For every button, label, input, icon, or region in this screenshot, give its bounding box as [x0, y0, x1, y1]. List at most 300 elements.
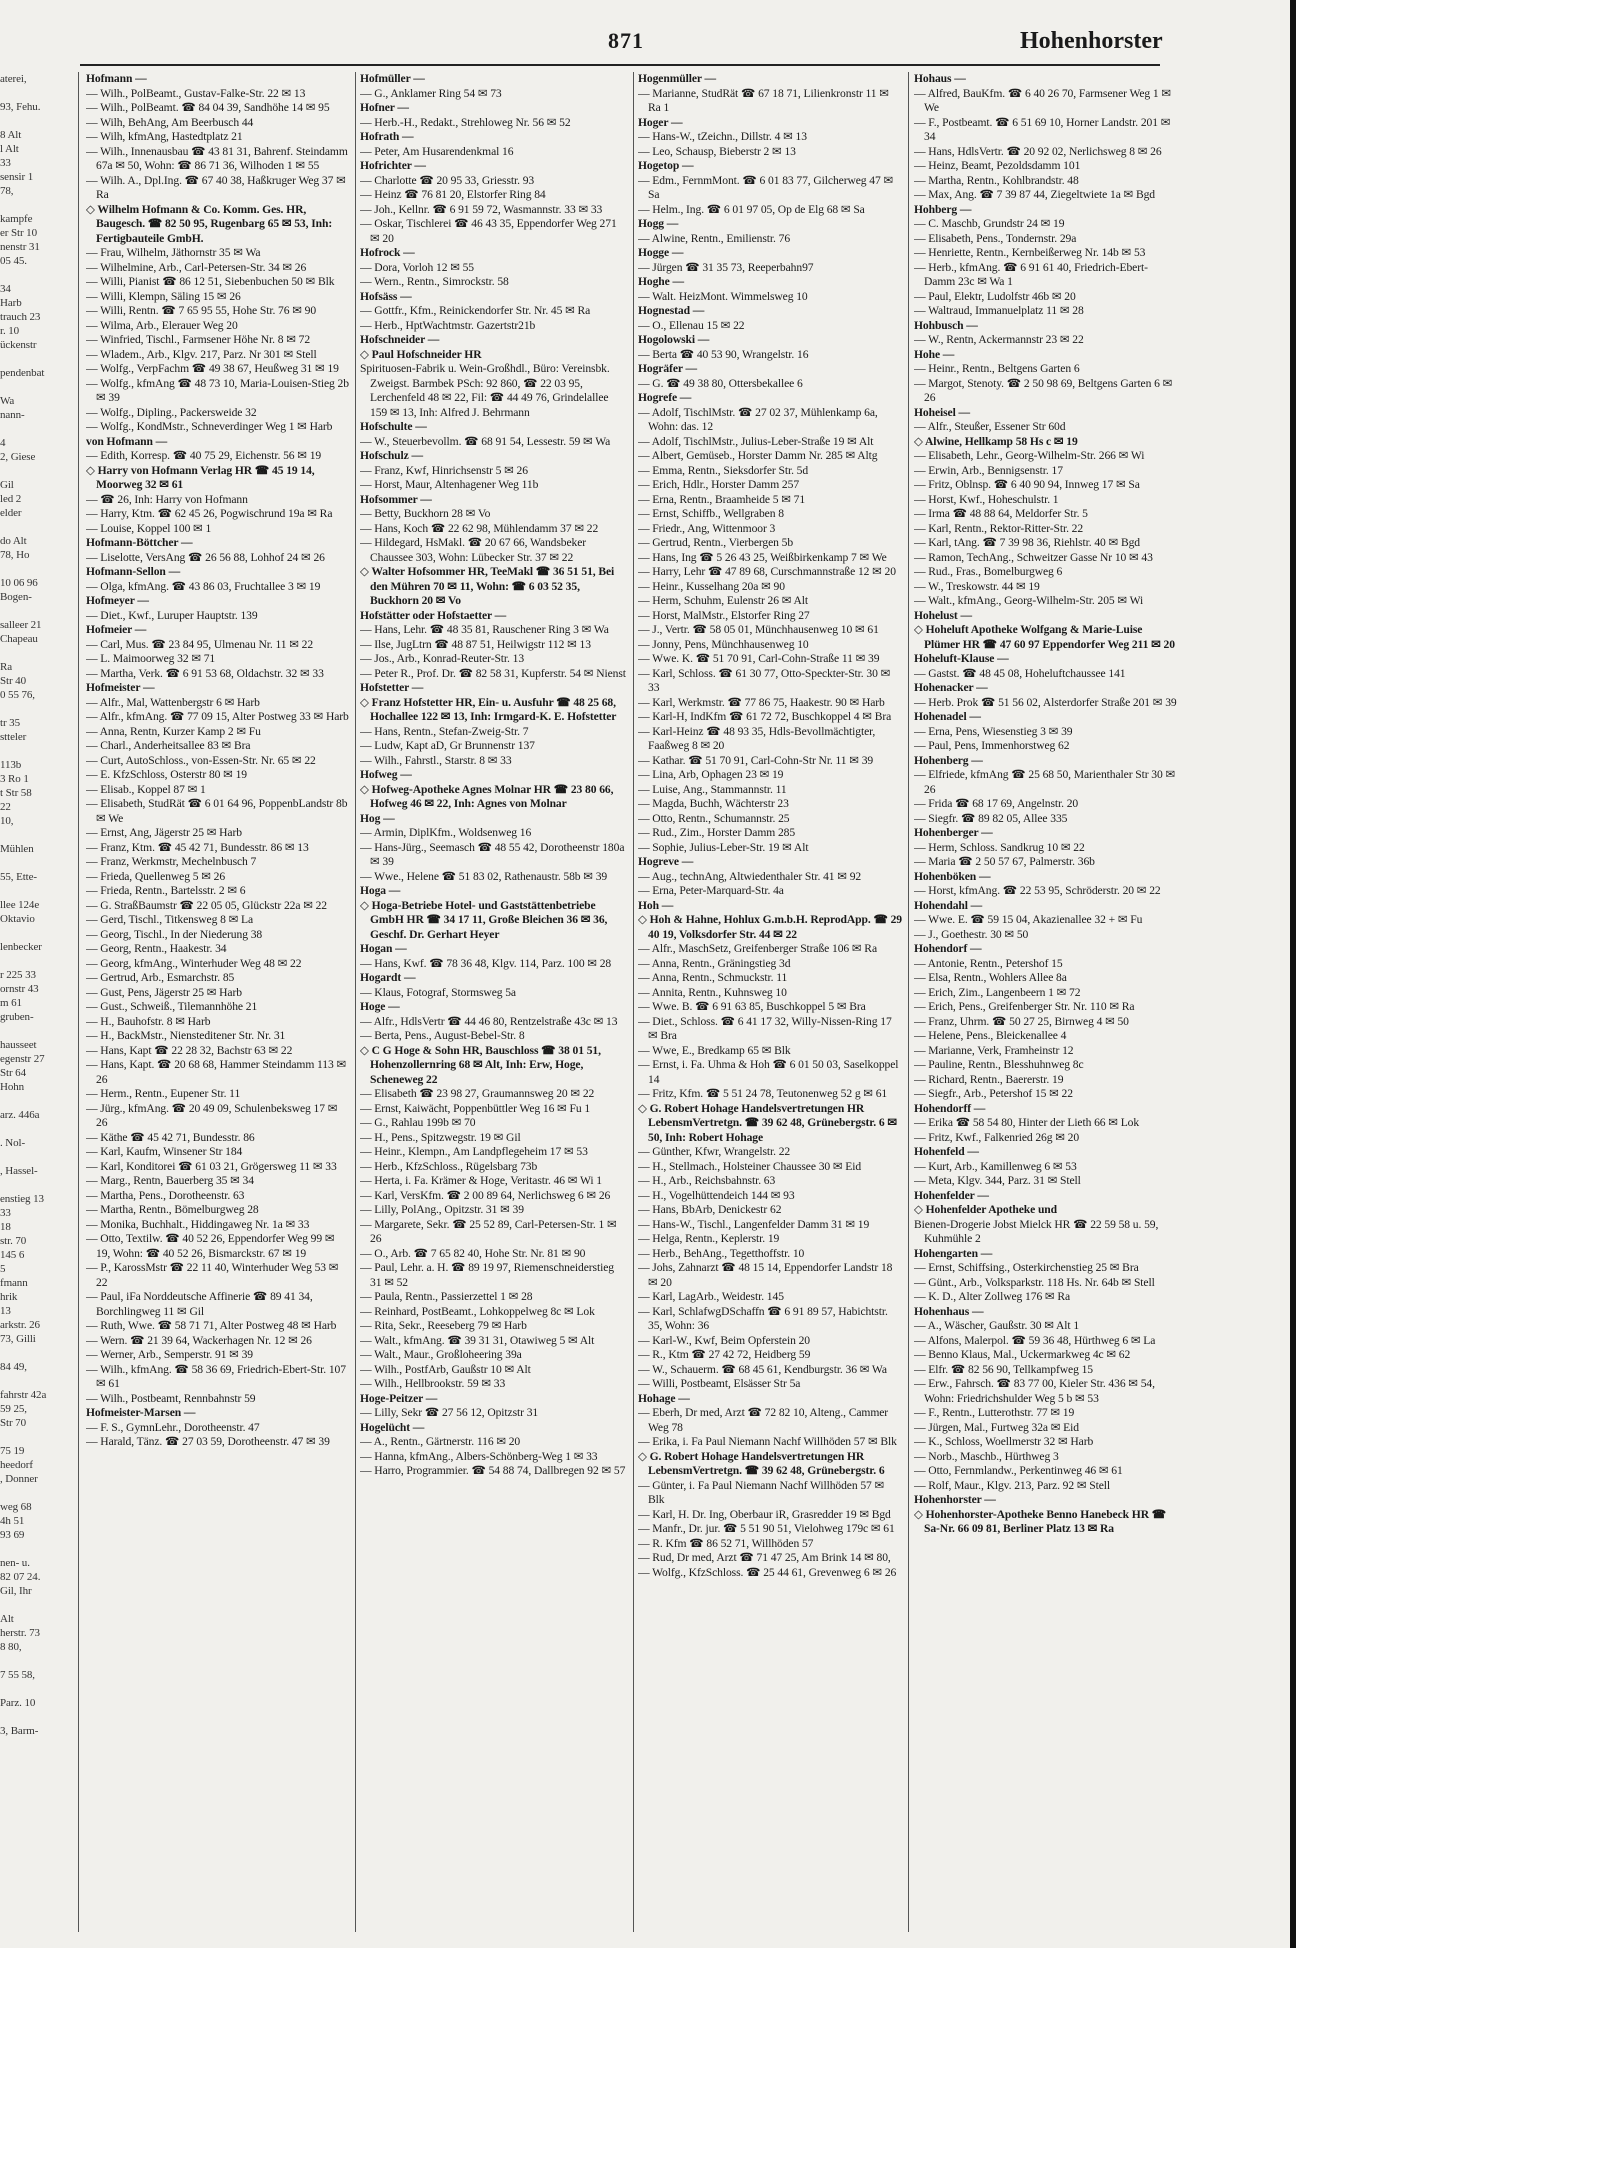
- surname-heading: Hogelücht —: [360, 1420, 425, 1434]
- directory-entry: — Erna, Pens, Wiesenstieg 3 ✉ 39: [914, 724, 1073, 738]
- directory-entry: — Willi, Pianist ☎ 86 12 51, Siebenbuchen 50 ✉ Blk: [86, 275, 335, 288]
- directory-column-2: [360, 72, 628, 1932]
- margin-fragment: 93 69: [0, 1529, 25, 1541]
- directory-entry: — A., Rentn., Gärtnerstr. 116 ✉ 20: [360, 1435, 521, 1448]
- surname-heading: Hofsommer —: [360, 492, 432, 506]
- directory-entry: — P., KarossMstr ☎ 22 11 40, Winterhuder Weg 53 ✉ 22: [86, 1261, 339, 1289]
- surname-heading: Hofmeyer —: [86, 594, 149, 607]
- directory-entry: — Benno Klaus, Mal., Uckermarkweg 4c ✉ 62: [914, 1348, 1131, 1361]
- directory-entry: — Reinhard, PostBeamt., Lohkoppelweg 8c ✉ Lok: [360, 1304, 595, 1318]
- directory-entry: ◇ Hoga-Betriebe Hotel- und Gaststättenbetriebe GmbH HR ☎ 34 17 11, Große Bleichen 36 ✉ 36, Geschf. Dr. Gerhart Heyer: [360, 898, 608, 941]
- directory-entry: — Meta, Klgv. 344, Parz. 31 ✉ Stell: [914, 1174, 1081, 1187]
- margin-fragment: [0, 562, 70, 576]
- margin-fragment: ückenstr: [0, 339, 37, 351]
- surname-heading: Hogardt —: [360, 971, 416, 984]
- margin-fragment: er Str 10: [0, 227, 37, 239]
- directory-entry: — Hans-W., tZeichn., Dillstr. 4 ✉ 13: [638, 130, 807, 143]
- directory-entry: — Wern. ☎ 21 39 64, Wackerhagen Nr. 12 ✉ 26: [86, 1333, 312, 1347]
- directory-entry: — Adolf, TischlMstr., Julius-Leber-Straße 19 ✉ Alt: [638, 434, 874, 448]
- directory-entry: — Wwe. B. ☎ 6 91 63 85, Buschkoppel 5 ✉ Bra: [638, 1000, 866, 1013]
- margin-fragment: str. 70: [0, 1235, 27, 1247]
- directory-entry: — Wolfg., kfmAng ☎ 48 73 10, Maria-Louisen-Stieg 2b ✉ 39: [86, 376, 349, 404]
- directory-entry: — Wilh., PostfArb, Gaußstr 10 ✉ Alt: [360, 1362, 531, 1376]
- column-divider: [78, 72, 79, 1932]
- margin-fragment: 13: [0, 1305, 11, 1317]
- margin-fragment: , Donner: [0, 1473, 38, 1485]
- surname-heading: Hoheisel —: [914, 405, 971, 419]
- surname-heading: Hogolowski —: [638, 333, 710, 346]
- directory-entry: — Karl, H. Dr. Ing, Oberbaur iR, Grasredder 19 ✉ Bgd: [638, 1507, 891, 1521]
- margin-fragment: kampfe: [0, 213, 33, 225]
- directory-entry: — Erich, Hdlr., Horster Damm 257: [638, 478, 800, 491]
- surname-heading: Hofrath —: [360, 130, 414, 143]
- directory-entry: — Hans, Kwf. ☎ 78 36 48, Klgv. 114, Parz. 100 ✉ 28: [360, 956, 612, 970]
- surname-heading: Hofschulte —: [360, 420, 427, 433]
- margin-fragment: . Nol-: [0, 1137, 26, 1149]
- surname-heading: Hohberg —: [914, 202, 972, 216]
- directory-entry: ◇ G. Robert Hohage Handelsvertretungen HR LebensmVertretgn. ☎ 39 62 48, Grünebergstr. 6 ✉ 50, Inh: Robert Hohage: [638, 1101, 897, 1144]
- directory-entry: — Paul, Lehr. a. H. ☎ 89 19 97, Riemenschneiderstieg 31 ✉ 52: [360, 1261, 614, 1289]
- directory-entry: — Wilh., kfmAng. ☎ 58 36 69, Friedrich-Ebert-Str. 107 ✉ 61: [86, 1362, 346, 1390]
- margin-fragment: hrik: [0, 1291, 18, 1303]
- directory-entry: — Wolfg., Dipling., Packersweide 32: [86, 405, 257, 419]
- surname-heading: Hoga —: [360, 884, 401, 897]
- directory-entry: — W., Treskowstr. 44 ✉ 19: [914, 579, 1040, 593]
- surname-heading: Hofmeister-Marsen —: [86, 1406, 196, 1419]
- directory-entry: — Karl, VersKfm. ☎ 2 00 89 64, Nerlichsweg 6 ✉ 26: [360, 1188, 611, 1202]
- margin-fragment: [0, 828, 70, 842]
- directory-entry: — Eberh, Dr med, Arzt ☎ 72 82 10, Alteng., Cammer Weg 78: [638, 1406, 889, 1434]
- directory-entry: — Alfr., kfmAng. ☎ 77 09 15, Alter Postweg 33 ✉ Harb: [86, 710, 349, 723]
- directory-entry: ◇ Hoh & Hahne, Hohlux G.m.b.H. ReprodApp. ☎ 29 40 19, Volksdorfer Str. 44 ✉ 22: [638, 913, 902, 941]
- directory-entry: — Hans, Kapt. ☎ 20 68 68, Hammer Steindamm 113 ✉ 26: [86, 1058, 347, 1086]
- surname-heading: Hohenhorster —: [914, 1493, 996, 1506]
- margin-fragment: sensir 1: [0, 171, 34, 183]
- margin-fragment: [0, 646, 70, 660]
- directory-entry: — Martha, Verk. ☎ 6 91 53 68, Oldachstr. 32 ✉ 33: [86, 666, 324, 680]
- margin-fragment: led 2: [0, 493, 22, 505]
- surname-heading: Hohenberger —: [914, 826, 993, 839]
- directory-entry: — Rud, Dr med, Arzt ☎ 71 47 25, Am Brink 14 ✉ 80,: [638, 1551, 891, 1564]
- directory-entry: — Gastst. ☎ 48 45 08, Hoheluftchaussee 141: [914, 666, 1126, 680]
- directory-entry: — A., Wäscher, Gaußstr. 30 ✉ Alt 1: [914, 1319, 1080, 1332]
- directory-entry: — Gertrud, Rentn., Vierbergen 5b: [638, 536, 794, 549]
- directory-entry: — Siegfr., Arb., Petershof 15 ✉ 22: [914, 1087, 1073, 1100]
- directory-entry: — Georg, Tischl., In der Niederung 38: [86, 927, 263, 941]
- directory-entry: — Harald, Tänz. ☎ 27 03 59, Dorotheenstr. 47 ✉ 39: [86, 1435, 330, 1448]
- directory-entry: — Margarete, Sekr. ☎ 25 52 89, Carl-Petersen-Str. 1 ✉ 26: [360, 1217, 617, 1245]
- directory-entry: ◇ Wilhelm Hofmann & Co. Komm. Ges. HR, Baugesch. ☎ 82 50 95, Rugenbarg 65 ✉ 53, Inh: Fertigbauteile GmbH.: [86, 202, 333, 245]
- margin-fragment: stteler: [0, 731, 27, 743]
- margin-fragment: 113b: [0, 759, 22, 771]
- directory-entry: — Paul, Elektr, Ludolfstr 46b ✉ 20: [914, 289, 1076, 303]
- surname-heading: Hohe —: [914, 347, 955, 361]
- margin-fragment: enstieg 13: [0, 1193, 44, 1205]
- directory-entry: — Betty, Buckhorn 28 ✉ Vo: [360, 507, 491, 520]
- margin-fragment: fmann: [0, 1277, 28, 1289]
- directory-entry: — Paul, iFa Norddeutsche Affinerie ☎ 89 41 34, Borchlingweg 11 ✉ Gil: [86, 1290, 313, 1318]
- directory-entry: — Paula, Rentn., Passierzettel 1 ✉ 28: [360, 1290, 533, 1303]
- margin-fragment: 78,: [0, 185, 14, 197]
- directory-entry: — Lina, Arb, Ophagen 23 ✉ 19: [638, 768, 784, 781]
- surname-heading: Hofweg —: [360, 768, 412, 781]
- margin-fragment: [0, 1122, 70, 1136]
- surname-heading: von Hofmann —: [86, 434, 168, 448]
- page-number: 871: [608, 28, 644, 53]
- margin-fragment: [0, 954, 70, 968]
- surname-heading: Hogan —: [360, 942, 407, 955]
- margin-fragment: [0, 1654, 70, 1668]
- directory-entry: — Ernst, i. Fa. Uhma & Hoh ☎ 6 01 50 03, Saselkoppel 14: [638, 1058, 899, 1086]
- margin-fragment: 3, Barm-: [0, 1725, 39, 1737]
- directory-entry: — Wilh., Innenausbau ☎ 43 81 31, Bahrenf. Steindamm 67a ✉ 50, Wohn: ☎ 86 71 36, Wilhoden 1 ✉ 55: [86, 144, 348, 172]
- margin-fragment: Str 40: [0, 675, 26, 687]
- directory-entry: — Norb., Maschb., Hürthweg 3: [914, 1449, 1059, 1463]
- directory-entry: — Lilly, PolAng., Opitzstr. 31 ✉ 39: [360, 1203, 524, 1216]
- margin-fragment: 73, Gilli: [0, 1333, 36, 1345]
- margin-fragment: arkstr. 26: [0, 1319, 40, 1331]
- directory-entry: — Alwine, Rentn., Emilienstr. 76: [638, 231, 791, 245]
- surname-heading: Hohenacker —: [914, 681, 988, 694]
- surname-heading: Hofmüller —: [360, 72, 425, 85]
- directory-entry: ◇ G. Robert Hohage Handelsvertretungen HR LebensmVertretgn. ☎ 39 62 48, Grünebergstr. 6: [638, 1449, 885, 1477]
- directory-entry: — Elfr. ☎ 82 56 90, Tellkampfweg 15: [914, 1362, 1093, 1376]
- directory-entry: — Marianne, StudRät ☎ 67 18 71, Lilienkronstr 11 ✉ Ra 1: [638, 86, 889, 114]
- directory-entry: — Curt, AutoSchloss., von-Essen-Str. Nr. 65 ✉ 22: [86, 753, 316, 767]
- directory-entry: — Herb., KfzSchloss., Rügelsbarg 73b: [360, 1159, 538, 1173]
- directory-entry: — Frida ☎ 68 17 69, Angelnstr. 20: [914, 797, 1079, 810]
- directory-entry: — Paul, Pens, Immenhorstweg 62: [914, 739, 1070, 752]
- margin-fragment: Str 64: [0, 1067, 26, 1079]
- directory-entry: — Frau, Wilhelm, Jäthornstr 35 ✉ Wa: [86, 246, 261, 259]
- directory-entry: — Helm., Ing. ☎ 6 01 97 05, Op de Elg 68 ✉ Sa: [638, 202, 865, 216]
- directory-entry: — Wladem., Arb., Klgv. 217, Parz. Nr 301 ✉ Stell: [86, 347, 317, 361]
- directory-entry: — Fritz, Oblnsp. ☎ 6 40 90 94, Innweg 17 ✉ Sa: [914, 478, 1140, 491]
- directory-entry: — Dora, Vorloh 12 ✉ 55: [360, 260, 475, 274]
- directory-entry: — Anna, Rentn., Gräningstieg 3d: [638, 956, 791, 970]
- margin-fragment: [0, 114, 70, 128]
- directory-entry: — Walt., kfmAng., Georg-Wilhelm-Str. 205 ✉ Wi: [914, 594, 1144, 607]
- directory-entry: — Adolf, TischlMstr. ☎ 27 02 37, Mühlenkamp 6a, Wohn: das. 12: [638, 405, 878, 433]
- directory-entry: — Anna, Rentn., Schmuckstr. 11: [638, 971, 788, 984]
- directory-entry: — H., Pens., Spitzwegstr. 19 ✉ Gil: [360, 1130, 521, 1144]
- margin-fragment: trauch 23: [0, 311, 41, 323]
- directory-entry: — Wern., Rentn., Simrockstr. 58: [360, 275, 509, 288]
- surname-heading: Hofmeister —: [86, 681, 155, 694]
- margin-fragment: llee 124e: [0, 899, 40, 911]
- directory-entry: — Willi, Rentn. ☎ 7 65 95 55, Hohe Str. 76 ✉ 90: [86, 304, 317, 317]
- directory-entry: — Wilma, Arb., Elerauer Weg 20: [86, 318, 238, 332]
- margin-fragment: , Hassel-: [0, 1165, 38, 1177]
- directory-entry: — Willi, Klempn, Säling 15 ✉ 26: [86, 289, 241, 303]
- directory-entry: — Wilh., Postbeamt, Rennbahnstr 59: [86, 1391, 256, 1405]
- directory-entry: — Berta, Pens., August-Bebel-Str. 8: [360, 1029, 525, 1042]
- directory-entry: — Irma ☎ 48 88 64, Meldorfer Str. 5: [914, 507, 1088, 520]
- directory-entry: — Karl, tAng. ☎ 7 39 98 36, Riehlstr. 40 ✉ Bgd: [914, 536, 1140, 549]
- margin-fragment: 8 Alt: [0, 129, 22, 141]
- directory-entry: — Marg., Rentn, Bauerberg 35 ✉ 34: [86, 1174, 254, 1187]
- directory-entry: — Herm, Schuhm, Eulenstr 26 ✉ Alt: [638, 594, 809, 607]
- directory-entry: — Erw., Fahrsch. ☎ 83 77 00, Kieler Str. 436 ✉ 54, Wohn: Friedrichshulder Weg 5 b ✉ 53: [914, 1377, 1155, 1405]
- margin-fragment: 2, Giese: [0, 451, 36, 463]
- surname-heading: Hohengarten —: [914, 1246, 993, 1260]
- directory-entry: — E. KfzSchloss, Osterstr 80 ✉ 19: [86, 768, 247, 781]
- directory-entry: — Karl-W., Kwf, Beim Opferstein 20: [638, 1333, 810, 1347]
- directory-entry: ◇ Alwine, Hellkamp 58 Hs c ✉ 19: [914, 434, 1078, 448]
- directory-entry: — J., Vertr. ☎ 58 05 01, Münchhausenweg 10 ✉ 61: [638, 623, 879, 636]
- margin-fragment: nann-: [0, 409, 25, 421]
- directory-entry: — Edm., FernmMont. ☎ 6 01 83 77, Gilcherweg 47 ✉ Sa: [638, 173, 894, 201]
- directory-entry: — Walt., Maur., Großloheering 39a: [360, 1348, 522, 1361]
- directory-entry: — Georg, kfmAng., Winterhuder Weg 48 ✉ 22: [86, 956, 302, 970]
- surname-heading: Hofstätter oder Hofstaetter —: [360, 608, 507, 622]
- directory-entry: — Charl., Anderheitsallee 83 ✉ Bra: [86, 739, 251, 752]
- directory-entry: — Ernst, Schiffb., Wellgraben 8: [638, 507, 784, 520]
- margin-fragment: Hohn: [0, 1081, 25, 1093]
- directory-entry: — Herm, Schloss. Sandkrug 10 ✉ 22: [914, 840, 1085, 854]
- margin-fragment: Chapeau: [0, 633, 38, 645]
- margin-fragment: Alt: [0, 1613, 14, 1625]
- directory-entry: — Karl, LagArb., Weidestr. 145: [638, 1290, 784, 1303]
- surname-heading: Hohbusch —: [914, 318, 978, 332]
- margin-fragment: 0 55 76,: [0, 689, 35, 701]
- margin-fragment: [0, 702, 70, 716]
- directory-entry: — Jürg., kfmAng. ☎ 20 49 09, Schulenbeksweg 17 ✉ 26: [86, 1101, 338, 1129]
- directory-entry: — Gerd, Tischl., Titkensweg 8 ✉ La: [86, 913, 254, 926]
- directory-entry: ◇ Harry von Hofmann Verlag HR ☎ 45 19 14, Moorweg 32 ✉ 61: [86, 463, 315, 491]
- directory-entry: — Franz, Uhrm. ☎ 50 27 25, Birnweg 4 ✉ 50: [914, 1014, 1129, 1028]
- surname-heading: Hofsäss —: [360, 289, 412, 303]
- margin-fragment: [0, 268, 70, 282]
- directory-entry: — Magda, Buchh, Wächterstr 23: [638, 797, 789, 810]
- directory-entry: — Harry, Lehr ☎ 47 89 68, Curschmannstraße 12 ✉ 20: [638, 565, 896, 578]
- directory-entry: — Karl, Werkmstr. ☎ 77 86 75, Haakestr. 90 ✉ Harb: [638, 695, 885, 709]
- directory-entry: — Horst, kfmAng. ☎ 22 53 95, Schröderstr. 20 ✉ 22: [914, 884, 1161, 897]
- surname-heading: Hofrichter —: [360, 159, 426, 172]
- directory-entry: — H., Bauhofstr. 8 ✉ Harb: [86, 1014, 211, 1028]
- directory-entry: — L. Maimoorweg 32 ✉ 71: [86, 652, 216, 665]
- margin-fragment: Wa: [0, 395, 15, 407]
- directory-entry: — Lilly, Sekr ☎ 27 56 12, Opitzstr 31: [360, 1406, 539, 1419]
- directory-entry: — Erna, Rentn., Braamheide 5 ✉ 71: [638, 492, 806, 506]
- margin-fragment: [0, 1682, 70, 1696]
- directory-entry: — Waltraud, Immanuelplatz 11 ✉ 28: [914, 304, 1084, 317]
- directory-entry: — Wilh, BehAng, Am Beerbusch 44: [86, 115, 254, 129]
- directory-entry: — Wolfg., KondMstr., Schneverdinger Weg 1 ✉ Harb: [86, 420, 333, 433]
- directory-entry: — Oskar, Tischlerei ☎ 46 43 35, Eppendorfer Weg 271 ✉ 20: [360, 217, 617, 245]
- margin-fragment: [0, 1178, 70, 1192]
- margin-fragment: fahrstr 42a: [0, 1389, 47, 1401]
- directory-entry: — Ramon, TechAng., Schweitzer Gasse Nr 10 ✉ 43: [914, 550, 1153, 564]
- surname-heading: Hohenfelder —: [914, 1188, 989, 1202]
- directory-entry: — Karl, Kaufm, Winsener Str 184: [86, 1145, 243, 1158]
- margin-fragment: [0, 520, 70, 534]
- directory-entry: — Käthe ☎ 45 42 71, Bundesstr. 86: [86, 1130, 255, 1144]
- surname-heading: Hofstetter —: [360, 681, 424, 694]
- surname-heading: Hogetop —: [638, 159, 694, 172]
- directory-entry: — Elisabeth, Pens., Tondernstr. 29a: [914, 231, 1077, 245]
- surname-heading: Hofmann —: [86, 72, 147, 85]
- margin-fragment: arz. 446a: [0, 1109, 40, 1121]
- directory-entry: — Alfred, BauKfm. ☎ 6 40 26 70, Farmsener Weg 1 ✉ We: [914, 86, 1172, 114]
- directory-entry: Bienen-Drogerie Jobst Mielck HR ☎ 22 59 58 u. 59, Kuhmühle 2: [914, 1217, 1159, 1245]
- directory-entry: — Armin, DiplKfm., Woldsenweg 16: [360, 826, 532, 839]
- directory-column-4: [914, 72, 1178, 1932]
- directory-entry: — Johs, Zahnarzt ☎ 48 15 14, Eppendorfer Landstr 18 ✉ 20: [638, 1261, 893, 1289]
- margin-fragment: 75 19: [0, 1445, 25, 1457]
- margin-fragment: Harb: [0, 297, 22, 309]
- directory-entry: — Werner, Arb., Semperstr. 91 ✉ 39: [86, 1348, 253, 1361]
- margin-fragment: [0, 1150, 70, 1164]
- margin-fragment: Mühlen: [0, 843, 34, 855]
- margin-fragment: [0, 1598, 70, 1612]
- directory-entry: — Hans, Kapt ☎ 22 28 32, Bachstr 63 ✉ 22: [86, 1043, 293, 1057]
- surname-heading: Hognestad —: [638, 304, 705, 317]
- directory-entry: — Rita, Sekr., Reeseberg 79 ✉ Harb: [360, 1319, 527, 1332]
- margin-fragment: do Alt: [0, 535, 27, 547]
- margin-fragment: [0, 1024, 70, 1038]
- directory-entry: — Herb., BehAng., Tegetthoffstr. 10: [638, 1246, 805, 1260]
- directory-entry: — Gust., Schweiß., Tilemannhöhe 21: [86, 1000, 258, 1013]
- directory-entry: ◇ Hohenhorster-Apotheke Benno Hanebeck HR ☎ Sa-Nr. 66 09 81, Berliner Platz 13 ✉ Ra: [914, 1507, 1167, 1535]
- surname-heading: Hofmann-Böttcher —: [86, 536, 193, 549]
- margin-fragment: Parz. 10: [0, 1697, 36, 1709]
- margin-fragment: nen- u.: [0, 1557, 30, 1569]
- margin-fragment: gruben-: [0, 1011, 34, 1023]
- directory-entry: — F. S., GymnLehr., Dorotheenstr. 47: [86, 1420, 260, 1434]
- directory-entry: — Georg, Rentn., Haakestr. 34: [86, 942, 227, 955]
- directory-entry: — Rolf, Maur., Klgv. 213, Parz. 92 ✉ Stell: [914, 1478, 1111, 1492]
- directory-entry: — Peter R., Prof. Dr. ☎ 82 58 31, Kupferstr. 54 ✉ Nienst: [360, 666, 626, 680]
- margin-fragment: 4h 51: [0, 1515, 25, 1527]
- directory-entry: — Luise, Ang., Stammannstr. 11: [638, 782, 787, 796]
- margin-fragment: Str 70: [0, 1417, 26, 1429]
- margin-fragment: 84 49,: [0, 1361, 27, 1373]
- directory-entry: — Hans, HdlsVertr. ☎ 20 92 02, Nerlichsweg 8 ✉ 26: [914, 144, 1162, 158]
- surname-heading: Hoger —: [638, 115, 683, 129]
- directory-entry: — G. ☎ 49 38 80, Ottersbekallee 6: [638, 376, 803, 390]
- margin-fragment: 18: [0, 1221, 11, 1233]
- surname-heading: Hohenhaus —: [914, 1304, 984, 1318]
- directory-entry: — Alfr., HdlsVertr ☎ 44 46 80, Rentzelstraße 43c ✉ 13: [360, 1014, 618, 1028]
- directory-entry: — Erich, Pens., Greifenberger Str. Nr. 110 ✉ Ra: [914, 1000, 1135, 1013]
- margin-fragment: r. 10: [0, 325, 20, 337]
- directory-entry: — Hanna, kfmAng., Albers-Schönberg-Weg 1 ✉ 33: [360, 1449, 598, 1463]
- directory-entry: — Otto, Rentn., Schumannstr. 25: [638, 811, 790, 825]
- directory-entry: — H., Arb., Reichsbahnstr. 63: [638, 1174, 776, 1187]
- directory-entry: — W., Steuerbevollm. ☎ 68 91 54, Lessestr. 59 ✉ Wa: [360, 434, 611, 448]
- margin-fragment: 55, Ette-: [0, 871, 37, 883]
- directory-entry: — Elsa, Rentn., Wohlers Allee 8a: [914, 971, 1067, 984]
- directory-entry: ◇ Franz Hofstetter HR, Ein- u. Ausfuhr ☎ 48 25 68, Hochallee 122 ✉ 13, Inh: Irmgard-K. E. Hofstetter: [360, 695, 617, 723]
- directory-entry: — Richard, Rentn., Baererstr. 19: [914, 1072, 1064, 1086]
- directory-entry: — Herb., kfmAng. ☎ 6 91 61 40, Friedrich-Ebert-Damm 23c ✉ Wa 1: [914, 260, 1148, 288]
- margin-fragment: [0, 1486, 70, 1500]
- directory-entry: — Ruth, Wwe. ☎ 58 71 71, Alter Postweg 48 ✉ Harb: [86, 1319, 337, 1332]
- margin-fragment: [0, 884, 70, 898]
- directory-entry: — Franz, Kwf, Hinrichsenstr 5 ✉ 26: [360, 463, 528, 477]
- directory-entry: — Karl-H, IndKfm ☎ 61 72 72, Buschkoppel 4 ✉ Bra: [638, 710, 892, 723]
- directory-entry: — Walt., kfmAng. ☎ 39 31 31, Otawiweg 5 ✉ Alt: [360, 1333, 595, 1347]
- surname-heading: Hohendorf —: [914, 942, 982, 955]
- directory-entry: ◇ Walter Hofsommer HR, TeeMakl ☎ 36 51 51, Bei den Mühren 70 ✉ 11, Wohn: ☎ 6 03 52 35, Buckhorn 20 ✉ Vo: [360, 565, 615, 607]
- directory-entry: — H., BackMstr., Niensteditener Str. Nr. 31: [86, 1029, 286, 1042]
- margin-fragment: pendenbat: [0, 367, 45, 379]
- surname-heading: Hofmeier —: [86, 623, 147, 636]
- column-divider: [908, 72, 909, 1932]
- directory-entry: — Gust, Pens, Jägerstr 25 ✉ Harb: [86, 985, 242, 999]
- directory-entry: — Pauline, Rentn., Blesshuhnweg 8c: [914, 1058, 1084, 1071]
- margin-fragment: [0, 352, 70, 366]
- surname-heading: Hofrock —: [360, 246, 415, 259]
- directory-entry: — Klaus, Fotograf, Stormsweg 5a: [360, 985, 516, 999]
- directory-entry: — Wwe., Helene ☎ 51 83 02, Rathenaustr. 58b ✉ 39: [360, 869, 608, 883]
- margin-fragment: 33: [0, 1207, 11, 1219]
- directory-entry: — Monika, Buchhalt., Hiddingaweg Nr. 1a ✉ 33: [86, 1217, 310, 1231]
- directory-entry: — Herm., Rentn., Eupener Str. 11: [86, 1087, 241, 1100]
- surname-heading: Hohenadel —: [914, 710, 981, 723]
- directory-entry: — Horst, MalMstr., Elstorfer Ring 27: [638, 608, 810, 622]
- directory-entry: — O., Arb. ☎ 7 65 82 40, Hohe Str. Nr. 81 ✉ 90: [360, 1246, 586, 1260]
- directory-entry: — R., Ktm ☎ 27 42 72, Heidberg 59: [638, 1348, 811, 1361]
- margin-fragment: aterei,: [0, 73, 27, 85]
- margin-fragment: [0, 380, 70, 394]
- directory-entry: — Ernst, Schiffsing., Osterkirchenstieg 25 ✉ Bra: [914, 1261, 1139, 1274]
- directory-entry: — Sophie, Julius-Leber-Str. 19 ✉ Alt: [638, 840, 809, 854]
- directory-entry: — Manfr., Dr. jur. ☎ 5 51 90 51, Vielohweg 179c ✉ 61: [638, 1522, 895, 1535]
- margin-fragment: ornstr 43: [0, 983, 39, 995]
- directory-entry: — Erich, Zim., Langenbeern 1 ✉ 72: [914, 985, 1081, 999]
- directory-entry: — Herta, i. Fa. Krämer & Hoge, Veritastr. 46 ✉ Wi 1: [360, 1174, 602, 1187]
- directory-entry: — Olga, kfmAng. ☎ 43 86 03, Fruchtallee 3 ✉ 19: [86, 579, 321, 593]
- surname-heading: Hofschneider —: [360, 333, 440, 346]
- margin-fragment: tr 35: [0, 717, 20, 729]
- surname-heading: Hohaus —: [914, 72, 966, 85]
- margin-fragment: 33: [0, 157, 11, 169]
- directory-entry: — Aug., technAng, Altwiedenthaler Str. 41 ✉ 92: [638, 869, 862, 883]
- directory-entry: — Heinz, Beamt, Pezoldsdamm 101: [914, 159, 1081, 172]
- directory-entry: — Liselotte, VersAng ☎ 26 56 88, Lohhof 24 ✉ 26: [86, 550, 325, 564]
- column-divider: [633, 72, 634, 1932]
- margin-fragment: m 61: [0, 997, 22, 1009]
- directory-entry: — Fritz, Kwf., Falkenried 26g ✉ 20: [914, 1130, 1080, 1144]
- directory-entry: — G., Anklamer Ring 54 ✉ 73: [360, 86, 502, 100]
- directory-entry: — Ludw, Kapt aD, Gr Brunnenstr 137: [360, 739, 535, 752]
- margin-fragment: r 225 33: [0, 969, 36, 981]
- directory-entry: ◇ Paul Hofschneider HR: [360, 347, 482, 361]
- directory-entry: — Martha, Pens., Dorotheenstr. 63: [86, 1188, 245, 1202]
- directory-entry: — H., Stellmach., Holsteiner Chaussee 30 ✉ Eid: [638, 1159, 862, 1173]
- directory-entry: — Martha, Rentn., Kohlbrandstr. 48: [914, 173, 1079, 187]
- directory-entry: — Günter, i. Fa Paul Niemann Nachf Willhöden 57 ✉ Blk: [638, 1478, 885, 1506]
- directory-entry: — Helene, Pens., Bleickenallee 4: [914, 1029, 1067, 1042]
- margin-fragment: heedorf: [0, 1459, 33, 1471]
- directory-entry: — Wilh., Fahrstl., Starstr. 8 ✉ 33: [360, 753, 512, 767]
- directory-entry: — Wolfg., KfzSchloss. ☎ 25 44 61, Grevenweg 6 ✉ 26: [638, 1565, 897, 1579]
- directory-entry: — Heinr., Rentn., Beltgens Garten 6: [914, 362, 1080, 375]
- directory-entry: — Hildegard, HsMakl. ☎ 20 67 66, Wandsbeker Chaussee 303, Wohn: Lübecker Str. 37 ✉ 22: [360, 536, 587, 564]
- directory-entry: — Marianne, Verk, Framheinstr 12: [914, 1043, 1074, 1057]
- directory-entry: — Erika, i. Fa Paul Niemann Nachf Willhöden 57 ✉ Blk: [638, 1435, 897, 1448]
- directory-entry: — Jürgen ☎ 31 35 73, Reeperbahn97: [638, 260, 814, 274]
- directory-entry: — Franz, Werkmstr, Mechelnbusch 7: [86, 855, 257, 868]
- directory-entry: — Siegfr. ☎ 89 82 05, Allee 335: [914, 811, 1068, 825]
- surname-heading: Hoghe —: [638, 275, 684, 288]
- directory-entry: — Antonie, Rentn., Petershof 15: [914, 956, 1063, 970]
- directory-entry: — Annita, Rentn., Kuhnsweg 10: [638, 985, 787, 999]
- margin-fragment: 8 80,: [0, 1641, 22, 1653]
- directory-entry: — Berta ☎ 40 53 90, Wrangelstr. 16: [638, 347, 809, 361]
